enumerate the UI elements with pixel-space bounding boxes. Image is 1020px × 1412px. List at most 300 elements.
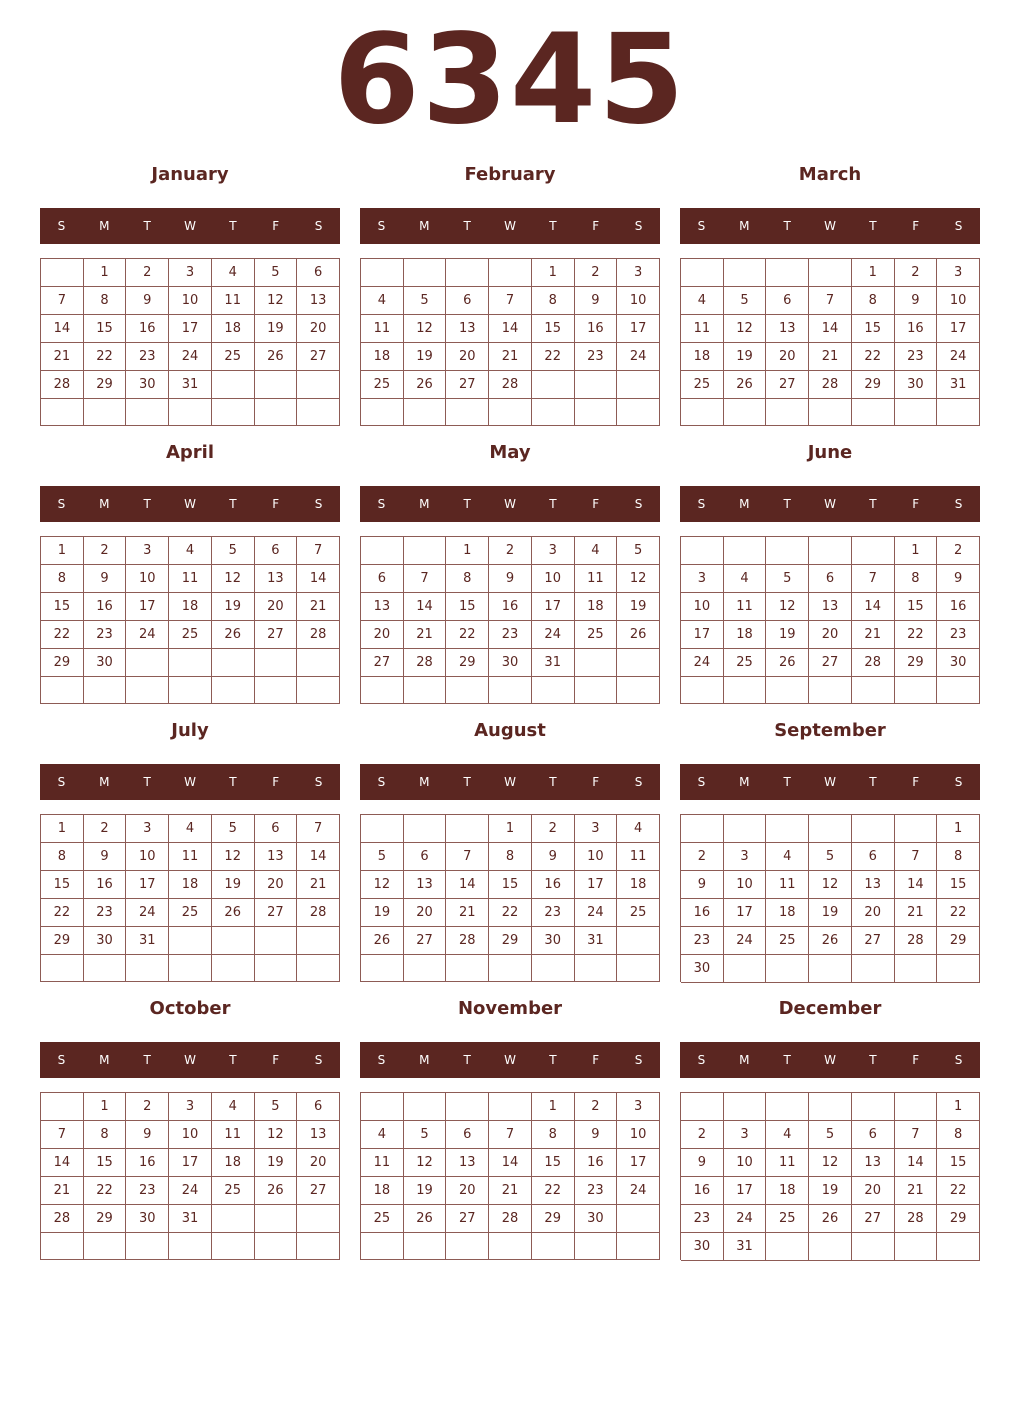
day-cell	[404, 399, 447, 426]
day-cell: 7	[41, 287, 84, 315]
day-cell: 14	[41, 1149, 84, 1177]
day-cell	[41, 1093, 84, 1121]
day-cell: 30	[937, 649, 980, 677]
day-cell: 3	[617, 259, 660, 287]
day-cell: 3	[532, 537, 575, 565]
weekday-header	[360, 208, 660, 244]
day-cell: 23	[681, 1205, 724, 1233]
day-cell: 12	[617, 565, 660, 593]
day-cell: 16	[681, 1177, 724, 1205]
day-cell	[895, 955, 938, 983]
weekday-label: S	[314, 497, 323, 511]
weekday-label: M	[739, 775, 750, 789]
day-cell: 12	[404, 315, 447, 343]
day-cell	[809, 1233, 852, 1261]
day-cell: 25	[766, 1205, 809, 1233]
day-cell: 6	[297, 1093, 340, 1121]
day-cell	[361, 815, 404, 843]
day-cell: 4	[766, 843, 809, 871]
day-cell	[84, 677, 127, 704]
day-cell: 14	[446, 871, 489, 899]
day-cell	[895, 815, 938, 843]
weekday-label: W	[184, 497, 196, 511]
day-cell: 19	[724, 343, 767, 371]
weekday-label: S	[954, 219, 963, 233]
day-cell: 19	[212, 593, 255, 621]
weekday-label: W	[504, 775, 516, 789]
day-cell: 9	[575, 1121, 618, 1149]
day-cell: 28	[489, 371, 532, 399]
day-cell: 20	[297, 315, 340, 343]
day-cell	[446, 259, 489, 287]
day-cell: 6	[809, 565, 852, 593]
day-cell: 16	[532, 871, 575, 899]
day-cell: 9	[532, 843, 575, 871]
day-cell: 9	[84, 843, 127, 871]
day-cell: 10	[126, 843, 169, 871]
month-name: July	[171, 720, 209, 741]
day-cell: 26	[255, 1177, 298, 1205]
day-cell	[212, 371, 255, 399]
day-cell	[404, 537, 447, 565]
day-cell	[937, 677, 980, 704]
day-cell: 30	[575, 1205, 618, 1233]
weekday-label: T	[463, 497, 471, 511]
weekday-header	[360, 486, 660, 522]
day-cell: 1	[41, 815, 84, 843]
day-cell	[937, 1233, 980, 1261]
day-cell	[617, 927, 660, 955]
day-cell	[617, 1233, 660, 1260]
day-cell: 15	[532, 1149, 575, 1177]
day-cell	[41, 259, 84, 287]
day-cell: 15	[84, 1149, 127, 1177]
day-cell	[489, 677, 532, 704]
weekday-header	[680, 764, 980, 800]
day-cell: 27	[404, 927, 447, 955]
day-cell: 26	[766, 649, 809, 677]
day-cell	[297, 1205, 340, 1233]
day-cell: 4	[724, 565, 767, 593]
day-cell: 30	[84, 649, 127, 677]
weekday-label: S	[57, 219, 66, 233]
day-cell	[212, 927, 255, 955]
day-cell: 17	[575, 871, 618, 899]
day-cell: 6	[361, 565, 404, 593]
day-cell: 8	[937, 1121, 980, 1149]
day-cell: 19	[809, 1177, 852, 1205]
month-name: September	[774, 720, 886, 741]
day-cell: 6	[446, 287, 489, 315]
weekday-label: S	[377, 1053, 386, 1067]
day-cell: 8	[895, 565, 938, 593]
day-cell	[489, 955, 532, 982]
day-cell: 2	[575, 1093, 618, 1121]
weekday-label: T	[869, 775, 877, 789]
day-cell: 6	[297, 259, 340, 287]
day-cell: 10	[169, 287, 212, 315]
day-cell: 23	[575, 1177, 618, 1205]
year-title: 6345	[333, 8, 687, 152]
weekday-label: S	[314, 775, 323, 789]
weekday-label: M	[419, 775, 430, 789]
day-cell: 2	[532, 815, 575, 843]
day-cell: 27	[255, 621, 298, 649]
day-cell: 4	[212, 1093, 255, 1121]
day-cell: 12	[724, 315, 767, 343]
day-cell: 23	[84, 899, 127, 927]
day-cell: 20	[297, 1149, 340, 1177]
day-cell: 23	[489, 621, 532, 649]
day-cell	[681, 259, 724, 287]
day-cell	[361, 399, 404, 426]
day-cell	[297, 371, 340, 399]
day-cell: 23	[895, 343, 938, 371]
day-cell: 13	[404, 871, 447, 899]
day-cell: 10	[169, 1121, 212, 1149]
day-cell: 9	[84, 565, 127, 593]
day-cell: 10	[617, 1121, 660, 1149]
day-cell: 24	[617, 343, 660, 371]
day-cell: 18	[681, 343, 724, 371]
day-cell: 3	[937, 259, 980, 287]
weekday-label: T	[143, 497, 151, 511]
day-cell	[126, 955, 169, 982]
day-cell: 26	[724, 371, 767, 399]
day-cell: 1	[446, 537, 489, 565]
day-cell: 25	[361, 1205, 404, 1233]
day-cell	[681, 677, 724, 704]
weekday-label: F	[592, 775, 600, 789]
day-cell: 12	[809, 1149, 852, 1177]
day-cell: 6	[766, 287, 809, 315]
day-cell: 14	[41, 315, 84, 343]
day-cell: 6	[404, 843, 447, 871]
day-cell: 20	[361, 621, 404, 649]
weekday-label: W	[504, 1053, 516, 1067]
day-cell: 14	[489, 1149, 532, 1177]
day-cell	[489, 399, 532, 426]
day-cell: 11	[617, 843, 660, 871]
day-cell: 27	[852, 927, 895, 955]
day-cell: 31	[724, 1233, 767, 1261]
day-cell: 7	[895, 843, 938, 871]
day-cell: 23	[532, 899, 575, 927]
day-cell	[255, 677, 298, 704]
weekday-label: T	[869, 1053, 877, 1067]
day-cell: 7	[895, 1121, 938, 1149]
day-cell: 30	[489, 649, 532, 677]
weekday-label: T	[869, 497, 877, 511]
day-cell: 4	[361, 1121, 404, 1149]
day-cell: 7	[489, 1121, 532, 1149]
day-cell: 14	[297, 565, 340, 593]
day-cell	[361, 1233, 404, 1260]
weekday-label: T	[463, 1053, 471, 1067]
day-cell: 30	[681, 955, 724, 983]
day-cell: 24	[126, 899, 169, 927]
weekday-label: T	[549, 1053, 557, 1067]
day-cell: 3	[724, 843, 767, 871]
weekday-label: F	[912, 1053, 920, 1067]
day-cell	[681, 399, 724, 426]
day-cell: 29	[532, 1205, 575, 1233]
day-cell	[255, 927, 298, 955]
day-cell	[255, 1233, 298, 1260]
day-grid	[680, 258, 980, 426]
day-cell: 28	[489, 1205, 532, 1233]
day-cell: 18	[169, 593, 212, 621]
day-cell	[41, 677, 84, 704]
weekday-label: S	[377, 497, 386, 511]
day-cell: 8	[937, 843, 980, 871]
day-grid	[360, 1092, 660, 1260]
weekday-label: S	[697, 775, 706, 789]
day-cell: 19	[212, 871, 255, 899]
day-cell	[446, 1093, 489, 1121]
day-grid	[680, 814, 980, 982]
day-cell: 2	[575, 259, 618, 287]
day-cell: 5	[404, 287, 447, 315]
day-cell	[169, 677, 212, 704]
day-cell: 21	[895, 899, 938, 927]
day-cell	[126, 649, 169, 677]
day-cell: 17	[617, 1149, 660, 1177]
day-cell: 30	[895, 371, 938, 399]
day-cell: 11	[766, 871, 809, 899]
weekday-label: F	[912, 219, 920, 233]
day-cell: 15	[446, 593, 489, 621]
day-cell: 15	[937, 1149, 980, 1177]
day-cell: 22	[532, 343, 575, 371]
day-cell: 11	[212, 287, 255, 315]
day-grid	[40, 536, 340, 704]
weekday-label: W	[184, 219, 196, 233]
day-cell: 6	[446, 1121, 489, 1149]
weekday-label: W	[824, 497, 836, 511]
day-cell: 30	[681, 1233, 724, 1261]
day-cell: 5	[212, 815, 255, 843]
day-cell: 16	[895, 315, 938, 343]
day-cell: 29	[84, 371, 127, 399]
day-cell	[766, 537, 809, 565]
day-cell: 4	[169, 815, 212, 843]
weekday-label: F	[272, 219, 280, 233]
day-cell	[212, 649, 255, 677]
day-cell: 22	[446, 621, 489, 649]
day-cell	[681, 1093, 724, 1121]
day-cell	[895, 399, 938, 426]
day-cell	[809, 815, 852, 843]
day-cell: 15	[84, 315, 127, 343]
day-cell: 11	[169, 565, 212, 593]
weekday-header	[360, 764, 660, 800]
day-cell	[532, 399, 575, 426]
weekday-label: F	[272, 1053, 280, 1067]
day-cell: 27	[297, 1177, 340, 1205]
weekday-label: M	[739, 219, 750, 233]
day-cell	[297, 677, 340, 704]
day-cell: 13	[766, 315, 809, 343]
day-cell: 2	[126, 1093, 169, 1121]
day-cell: 1	[532, 259, 575, 287]
day-cell: 28	[895, 927, 938, 955]
day-cell	[489, 1093, 532, 1121]
day-cell: 16	[489, 593, 532, 621]
day-cell: 2	[937, 537, 980, 565]
weekday-label: T	[549, 775, 557, 789]
day-cell: 22	[532, 1177, 575, 1205]
weekday-label: T	[229, 1053, 237, 1067]
day-cell: 19	[404, 343, 447, 371]
day-cell: 12	[212, 565, 255, 593]
day-cell	[766, 1093, 809, 1121]
day-cell: 9	[895, 287, 938, 315]
day-cell: 21	[297, 593, 340, 621]
day-cell	[937, 399, 980, 426]
day-cell: 3	[617, 1093, 660, 1121]
day-cell: 19	[617, 593, 660, 621]
day-cell	[852, 1233, 895, 1261]
day-cell: 9	[681, 1149, 724, 1177]
day-cell: 25	[212, 343, 255, 371]
day-cell: 7	[852, 565, 895, 593]
day-cell: 15	[852, 315, 895, 343]
day-cell: 17	[681, 621, 724, 649]
day-grid	[40, 1092, 340, 1260]
weekday-label: S	[377, 219, 386, 233]
day-cell: 3	[126, 537, 169, 565]
day-cell: 10	[724, 1149, 767, 1177]
day-cell	[84, 1233, 127, 1260]
day-cell: 28	[852, 649, 895, 677]
day-cell: 30	[126, 371, 169, 399]
day-cell	[575, 677, 618, 704]
day-cell	[297, 649, 340, 677]
day-cell	[766, 259, 809, 287]
weekday-label: S	[954, 497, 963, 511]
day-cell: 26	[212, 899, 255, 927]
day-cell	[724, 815, 767, 843]
day-cell	[212, 955, 255, 982]
day-cell: 4	[681, 287, 724, 315]
weekday-label: M	[99, 1053, 110, 1067]
day-cell: 28	[895, 1205, 938, 1233]
day-grid	[360, 814, 660, 982]
day-cell: 1	[41, 537, 84, 565]
day-cell: 10	[532, 565, 575, 593]
day-cell: 17	[126, 593, 169, 621]
day-cell	[575, 1233, 618, 1260]
weekday-label: W	[504, 219, 516, 233]
day-cell	[489, 1233, 532, 1260]
day-cell	[212, 677, 255, 704]
weekday-label: S	[57, 497, 66, 511]
day-cell: 12	[809, 871, 852, 899]
day-cell: 13	[852, 1149, 895, 1177]
weekday-label: T	[783, 1053, 791, 1067]
day-cell: 26	[809, 1205, 852, 1233]
day-cell: 14	[489, 315, 532, 343]
day-cell	[724, 1093, 767, 1121]
day-grid	[40, 258, 340, 426]
day-cell: 3	[575, 815, 618, 843]
day-cell: 29	[489, 927, 532, 955]
day-cell: 30	[84, 927, 127, 955]
weekday-label: S	[377, 775, 386, 789]
day-cell: 16	[126, 1149, 169, 1177]
day-cell: 6	[255, 815, 298, 843]
day-cell	[446, 815, 489, 843]
day-cell: 16	[937, 593, 980, 621]
weekday-label: W	[184, 775, 196, 789]
day-cell: 26	[617, 621, 660, 649]
day-cell: 8	[446, 565, 489, 593]
day-cell: 15	[41, 593, 84, 621]
day-cell: 12	[255, 287, 298, 315]
day-cell: 21	[489, 1177, 532, 1205]
day-cell: 29	[84, 1205, 127, 1233]
day-cell: 21	[895, 1177, 938, 1205]
day-cell: 19	[361, 899, 404, 927]
weekday-label: F	[912, 775, 920, 789]
weekday-label: T	[783, 775, 791, 789]
day-cell: 20	[446, 1177, 489, 1205]
month-name: October	[149, 998, 231, 1019]
day-cell	[446, 1233, 489, 1260]
day-cell: 21	[41, 1177, 84, 1205]
day-cell: 28	[404, 649, 447, 677]
day-cell	[852, 537, 895, 565]
day-cell: 19	[766, 621, 809, 649]
day-cell: 25	[212, 1177, 255, 1205]
day-cell	[809, 955, 852, 983]
day-cell	[617, 399, 660, 426]
day-cell: 13	[446, 315, 489, 343]
day-cell: 23	[937, 621, 980, 649]
day-cell	[724, 399, 767, 426]
day-cell	[575, 371, 618, 399]
day-cell	[617, 649, 660, 677]
day-cell: 3	[169, 1093, 212, 1121]
day-cell	[766, 399, 809, 426]
day-cell: 11	[766, 1149, 809, 1177]
day-cell: 14	[852, 593, 895, 621]
month-name: January	[151, 164, 229, 185]
day-grid	[360, 258, 660, 426]
day-cell: 8	[532, 287, 575, 315]
day-cell	[169, 955, 212, 982]
weekday-label: F	[272, 497, 280, 511]
day-cell: 5	[809, 843, 852, 871]
day-cell: 29	[895, 649, 938, 677]
day-cell: 13	[255, 843, 298, 871]
day-cell: 10	[724, 871, 767, 899]
day-cell: 29	[937, 1205, 980, 1233]
day-cell: 11	[212, 1121, 255, 1149]
weekday-label: W	[504, 497, 516, 511]
weekday-label: S	[697, 1053, 706, 1067]
day-cell: 9	[489, 565, 532, 593]
day-cell: 17	[724, 1177, 767, 1205]
day-cell: 9	[681, 871, 724, 899]
weekday-label: S	[697, 497, 706, 511]
weekday-label: T	[549, 497, 557, 511]
day-cell	[84, 955, 127, 982]
day-cell: 5	[617, 537, 660, 565]
day-cell	[489, 259, 532, 287]
weekday-label: S	[57, 1053, 66, 1067]
